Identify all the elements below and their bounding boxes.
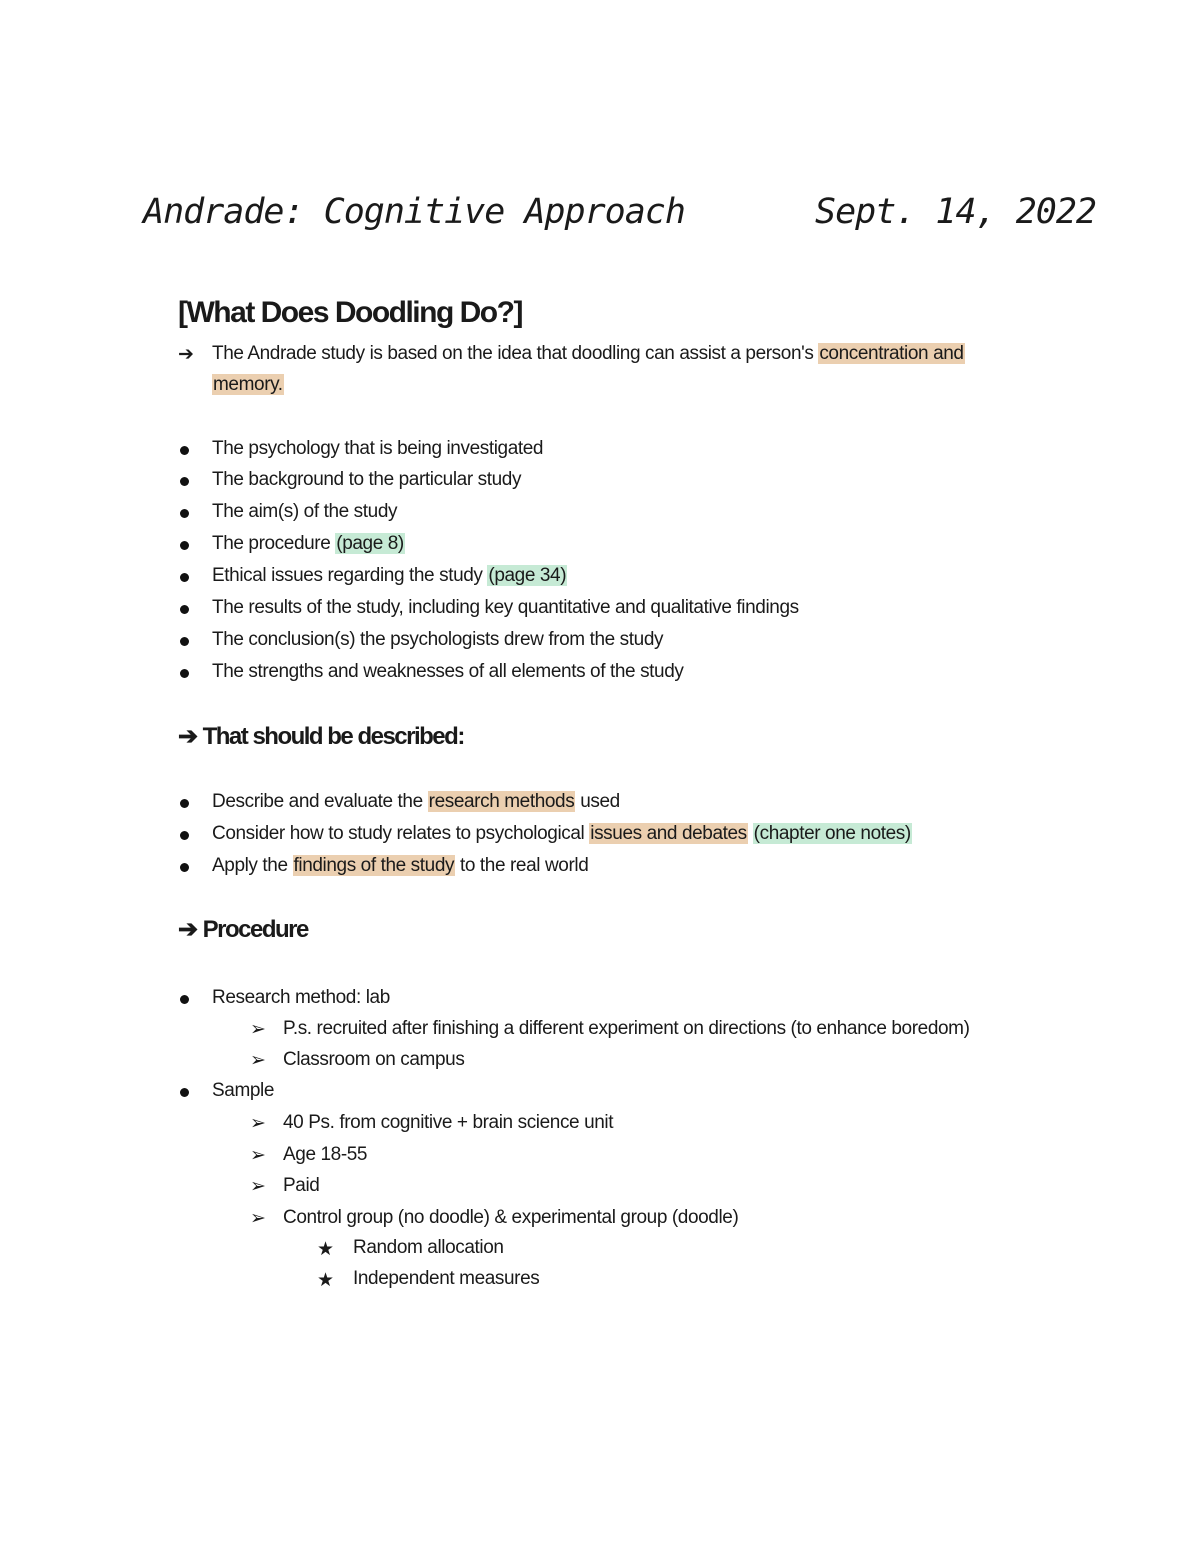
list-item-text: used <box>575 791 620 812</box>
list-item: The psychology that is being investigated <box>212 438 544 459</box>
sub-bullet-icon: ➢ <box>250 1207 266 1229</box>
arrow-icon: ➔ <box>178 916 197 943</box>
highlight-findings: findings of the study <box>293 855 455 876</box>
sub-list-item: 40 Ps. from cognitive + brain science unit <box>283 1112 614 1133</box>
arrow-icon: ➔ <box>178 723 197 750</box>
list-item: The background to the particular study <box>212 469 522 490</box>
bullet-dot <box>180 863 189 872</box>
sub-bullet-icon: ➢ <box>250 1018 266 1040</box>
star-icon: ★ <box>317 1269 335 1291</box>
bullet-dot <box>180 605 189 614</box>
highlight-concentration: concentration and <box>819 343 964 364</box>
document-title: Andrade: Cognitive Approach <box>143 192 685 232</box>
list-item: The strengths and weaknesses of all elements of the study <box>212 661 684 682</box>
section-heading-procedure <box>178 915 308 944</box>
list-item <box>212 854 588 878</box>
list-item: Research method: lab <box>212 987 390 1008</box>
sub-list-item: Age 18-55 <box>283 1144 368 1165</box>
bullet-dot <box>180 446 189 455</box>
bullet-dot <box>180 541 189 550</box>
intro-line-1 <box>212 342 965 366</box>
list-item <box>212 790 620 814</box>
list-item <box>212 532 405 556</box>
document-date: Sept. 14, 2022 <box>815 192 1097 232</box>
sub-sub-list-item: Independent measures <box>353 1268 540 1289</box>
bullet-dot <box>180 1088 189 1097</box>
sub-bullet-icon: ➢ <box>250 1175 266 1197</box>
list-item-text: Ethical issues regarding the study <box>212 565 488 586</box>
sub-list-item: Control group (no doodle) & experimental group (doodle) <box>283 1207 739 1228</box>
intro-text: The Andrade study is based on the idea that doodling can assist a person's <box>212 343 819 364</box>
list-item-text: Describe and evaluate the <box>212 791 428 812</box>
chapter-reference-badge: (chapter one notes) <box>753 823 911 844</box>
list-item: Sample <box>212 1080 275 1101</box>
bullet-dot <box>180 831 189 840</box>
list-item-text: Apply the <box>212 855 293 876</box>
sub-bullet-icon: ➢ <box>250 1049 266 1071</box>
list-item <box>212 564 567 588</box>
arrow-icon: ➔ <box>178 343 194 365</box>
heading-text: Procedure <box>202 916 308 943</box>
page-reference-badge: (page 34) <box>488 565 567 586</box>
sub-bullet-icon: ➢ <box>250 1112 266 1134</box>
list-item: The results of the study, including key quantitative and qualitative findings <box>212 597 799 618</box>
bullet-dot <box>180 669 189 678</box>
bullet-dot <box>180 799 189 808</box>
list-item <box>212 822 912 846</box>
bullet-dot <box>180 995 189 1004</box>
list-item-text: Consider how to study relates to psychological <box>212 823 590 844</box>
sub-list-item: Paid <box>283 1175 320 1196</box>
list-item-text: to the real world <box>455 855 589 876</box>
sub-sub-list-item: Random allocation <box>353 1237 504 1258</box>
section-heading-doodling: [What Does Doodling Do?] <box>178 296 522 329</box>
page-reference-badge: (page 8) <box>336 533 404 554</box>
bullet-dot <box>180 477 189 486</box>
bullet-dot <box>180 637 189 646</box>
heading-text: That should be described: <box>202 723 464 750</box>
highlight-research-methods: research methods <box>428 791 575 812</box>
bullet-dot <box>180 573 189 582</box>
star-icon: ★ <box>317 1238 335 1260</box>
sub-list-item: P.s. recruited after finishing a different experiment on directions (to enhance boredom) <box>283 1018 970 1039</box>
intro-line-2 <box>212 373 284 397</box>
highlight-issues-debates: issues and debates <box>590 823 747 844</box>
sub-list-item: Classroom on campus <box>283 1049 465 1070</box>
list-item: The aim(s) of the study <box>212 501 398 522</box>
section-heading-described <box>178 722 464 751</box>
list-item: The conclusion(s) the psychologists drew from the study <box>212 629 664 650</box>
highlight-memory: memory. <box>213 374 283 395</box>
list-item-text: The procedure <box>212 533 336 554</box>
bullet-dot <box>180 509 189 518</box>
sub-bullet-icon: ➢ <box>250 1144 266 1166</box>
